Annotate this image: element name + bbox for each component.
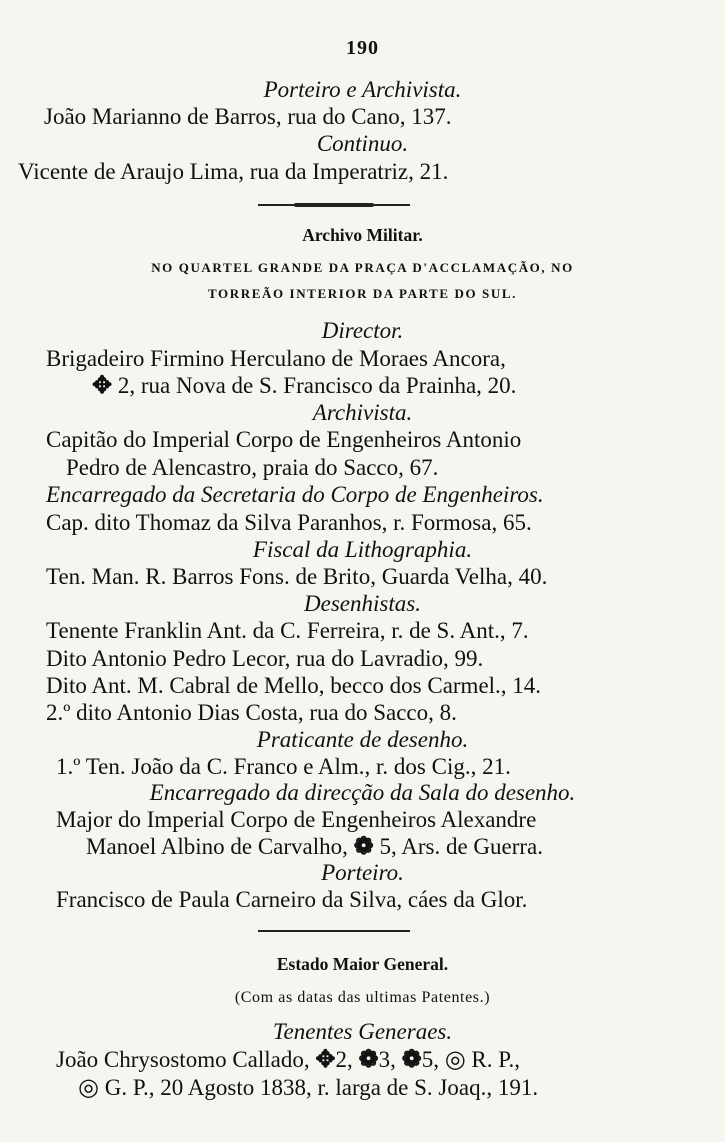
direccao-title: Encarregado da direcção da Sala do desenho. xyxy=(149,780,576,805)
tenente-general-entry-line-2: ◎ G. P., 20 Agosto 1838, r. larga de S. Joaq., 191. xyxy=(78,1075,539,1101)
archivo-militar-heading: Archivo Militar. xyxy=(302,225,423,245)
desenhista-entry: Dito Antonio Pedro Lecor, rua do Lavradio, 99. xyxy=(46,646,484,671)
continuo-title: Continuo. xyxy=(316,131,409,156)
desenhista-entry: 2.º dito Antonio Dias Costa, rua do Sacco, 8. xyxy=(46,700,457,725)
estado-maior-subtitle: (Com as datas das ultimas Patentes.) xyxy=(234,989,491,1006)
director-entry-line-1: Brigadeiro Firmino Herculano de Moraes Ancora, xyxy=(46,346,506,371)
order-circle-icon: ◎ xyxy=(78,1075,99,1101)
encarregado-title: Encarregado da Secretaria do Corpo de Engenheiros. xyxy=(46,482,544,507)
desenhistas-title: Desenhistas. xyxy=(304,591,421,616)
encarregado-entry: Cap. dito Thomaz da Silva Paranhos, r. Formosa, 65. xyxy=(46,510,532,535)
praticante-title: Praticante de desenho. xyxy=(256,727,469,752)
praticante-entry: 1.º Ten. João da C. Franco e Alm., r. dos Cig., 21. xyxy=(56,754,511,779)
order-cross-icon: ✥ xyxy=(315,1047,336,1073)
porteiro-entry: Francisco de Paula Carneiro da Silva, cáes da Glor. xyxy=(56,887,528,912)
director-entry-line-2: ✥ 2, rua Nova de S. Francisco da Prainha, 20. xyxy=(92,373,517,399)
estado-maior-heading: Estado Maior General. xyxy=(276,954,449,974)
porteiro-archivista-title: Porteiro e Archivista. xyxy=(263,77,462,102)
section-divider xyxy=(258,930,410,932)
archivista-entry-line-1: Capitão do Imperial Corpo de Engenheiros Antonio xyxy=(46,427,522,452)
order-cross-icon: ✥ xyxy=(92,373,113,399)
section-divider xyxy=(258,204,410,206)
location-line-1: NO QUARTEL GRANDE DA PRAÇA D'ACCLAMAÇÃO, NO xyxy=(151,260,574,275)
desenhista-entry: Tenente Franklin Ant. da C. Ferreira, r. de S. Ant., 7. xyxy=(46,618,529,643)
order-circle-icon: ◎ xyxy=(444,1047,466,1073)
entry-joao-marianno: João Marianno de Barros, rua do Cano, 137. xyxy=(44,104,452,129)
order-rose-icon: ❁ xyxy=(358,1047,379,1073)
page-number: 190 xyxy=(346,37,379,59)
fiscal-title: Fiscal da Lithographia. xyxy=(252,537,473,562)
porteiro-title: Porteiro. xyxy=(321,860,404,885)
archivista-entry-line-2: Pedro de Alencastro, praia do Sacco, 67. xyxy=(66,455,439,480)
direccao-entry-line-1: Major do Imperial Corpo de Engenheiros Alexandre xyxy=(56,807,537,832)
archivista-title: Archivista. xyxy=(312,400,413,425)
desenhista-entry: Dito Ant. M. Cabral de Mello, becco dos Carmel., 14. xyxy=(46,673,542,698)
order-rose-icon: ❁ xyxy=(401,1047,422,1073)
director-title: Director. xyxy=(321,318,404,343)
tenentes-generaes-title: Tenentes Generaes. xyxy=(272,1019,453,1044)
order-rose-icon: ❁ xyxy=(353,834,374,860)
fiscal-entry: Ten. Man. R. Barros Fons. de Brito, Guarda Velha, 40. xyxy=(46,564,548,589)
location-line-2: TORREÃO INTERIOR DA PARTE DO SUL. xyxy=(207,286,518,301)
tenente-general-entry-line-1: João Chrysostomo Callado, ✥2, ❁3, ❁5, ◎ R. P., xyxy=(56,1047,521,1073)
entry-vicente-araujo: Vicente de Araujo Lima, rua da Imperatriz, 21. xyxy=(18,159,449,184)
direccao-entry-line-2: Manoel Albino de Carvalho, ❁ 5, Ars. de Guerra. xyxy=(86,834,544,860)
